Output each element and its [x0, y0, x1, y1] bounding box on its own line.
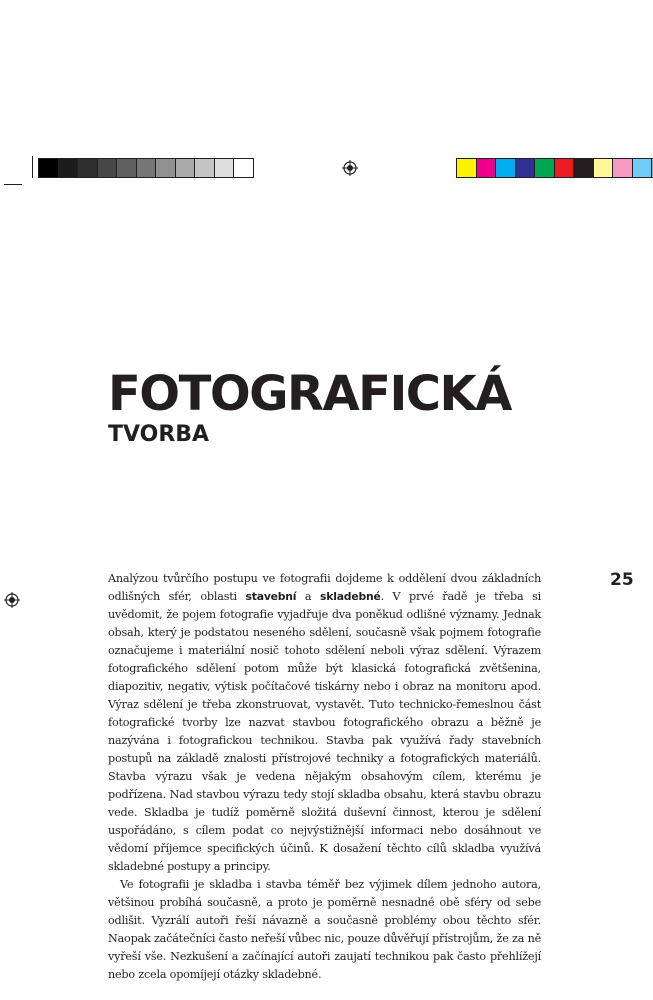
chapter-title: FOTOGRAFICKÁ	[108, 366, 511, 422]
gray-swatch	[195, 159, 215, 177]
paragraph-1-text-c: . V prvé řadě je třeba si uvědomit, že pojem fotografie vyjadřuje dva poněkud odlišné významy. Jednak obsah, který je podstatou neseného sdělení, současně však pojmem fotografie označujeme i materiální nosič tohoto sdělení neboli výraz sdělení. Výrazem fotografického sdělení potom může být klasická fotografická zvětšenina, diapozitiv, negativ, výtisk počítačové tiskárny nebo i obraz na monitoru apod. Výraz sdělení je třeba zkonstruovat, vystavět. Tuto technicko-řemeslnou část fotografické tvorby lze nazvat stavbou fotografického obrazu a běžně je nazývána i fotografickou technikou. Stavba pak využívá řady stavebních postupů na základě znalosti přístrojové techniky a fotografických materiálů. Stavba výrazu však je vedena nějakým obsahovým cílem, kterému je podřízena. Nad stavbou výrazu tedy stojí skladba obsahu, která stavbu obrazu vede. Skladba je tudíž poměrně složitá duševní činnost, kterou je sdělení uspořádáno, s cílem podat co nejvýstižnější informaci nebo dosáhnout ve vědomí příjemce specifických účinů. K dosažení těchto cílů skladba využívá skladebné postupy a principy.	[108, 590, 542, 873]
paragraph-1	[108, 570, 541, 876]
page-number: 25	[610, 570, 634, 590]
color-swatch	[555, 159, 575, 177]
crop-mark-vertical	[32, 156, 33, 178]
chapter-heading	[108, 368, 511, 448]
color-swatch	[594, 159, 614, 177]
color-swatch	[516, 159, 536, 177]
color-swatch	[574, 159, 594, 177]
color-swatch	[613, 159, 633, 177]
chapter-subtitle: TVORBA	[108, 422, 210, 447]
gray-swatch	[156, 159, 176, 177]
registration-mark-top	[342, 160, 358, 176]
color-swatch	[477, 159, 497, 177]
gray-swatch	[78, 159, 98, 177]
gray-swatch	[215, 159, 235, 177]
color-swatch	[496, 159, 516, 177]
paragraph-2: Ve fotografii je skladba i stavba téměř bez výjimek dílem jednoho autora, většinou probíhá současně, a proto je poměrně nesnadné obě sféry od sebe odlišit. Vyzrálí autoři řeší návazně a současně problémy obou těchto sfér. Naopak začátečníci často neřeší vůbec nic, pouze důvěřují přístrojům, že za ně vyřeší vše. Nezkušení a začínající autoři zaujatí technikou pak často přehlížejí nebo zcela opomíjejí otázky skladebné.	[108, 878, 541, 981]
bold-term-skladebne: skladebné	[320, 590, 381, 603]
color-swatch	[535, 159, 555, 177]
paragraph-1-text-a: Analýzou tvůrčího postupu ve fotografii dojdeme k oddělení dvou základních odlišných sfér, oblasti	[108, 572, 541, 603]
body-text	[108, 570, 541, 984]
gray-swatch	[176, 159, 196, 177]
bold-term-stavebni: stavební	[245, 590, 297, 603]
gray-swatch	[98, 159, 118, 177]
gray-swatch	[39, 159, 59, 177]
paragraph-1-text-b: a	[296, 590, 320, 603]
gray-swatch	[117, 159, 137, 177]
registration-mark-left	[4, 592, 20, 608]
gray-swatch	[59, 159, 79, 177]
color-swatch	[633, 159, 653, 177]
color-swatch	[457, 159, 477, 177]
grayscale-calibration-strip	[38, 158, 254, 178]
gray-swatch	[137, 159, 157, 177]
color-calibration-strip	[456, 158, 653, 178]
crop-mark-horizontal	[4, 184, 22, 185]
gray-swatch	[234, 159, 253, 177]
